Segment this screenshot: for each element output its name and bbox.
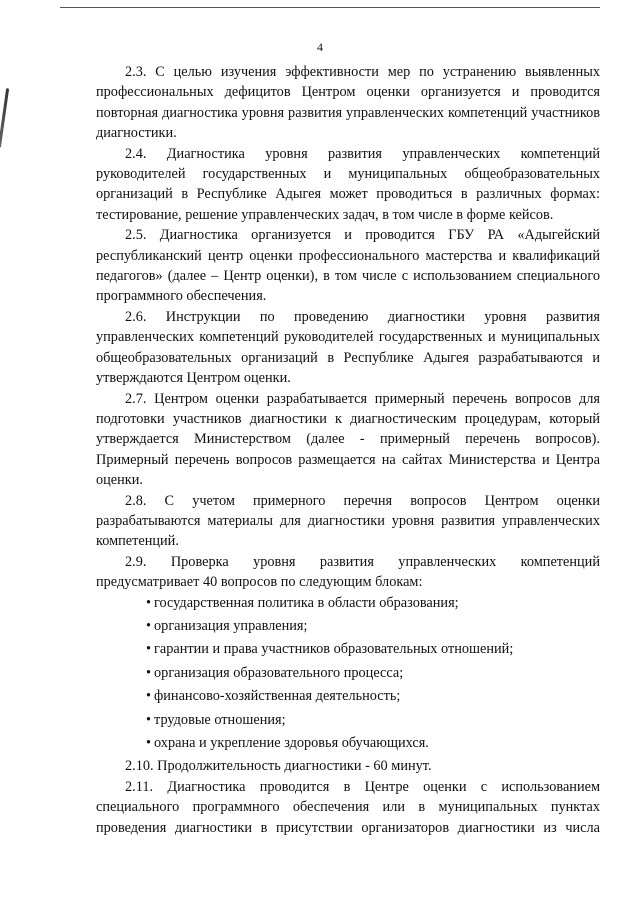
document-body (96, 62, 600, 838)
paragraph-2-9: 2.9. Проверка уровня развития управленческих компетенций предусматривает 40 вопросов по следующим блокам: (96, 553, 600, 591)
blocks-list (96, 593, 600, 754)
paragraph-2-7: 2.7. Центром оценки разрабатывается примерный перечень вопросов для подготовки участников диагностики к диагностическим процедурам, который утверждается Министерством (далее - примерный перечень вопросов). Примерный перечень вопросов размещается на сайтах Министерства и Центра оценки. (96, 390, 600, 489)
list-item: • государственная политика в области образования; (146, 593, 600, 613)
paragraph-2-4: 2.4. Диагностика уровня развития управленческих компетенций руководителей государственных и муниципальных общеобразовательных организаций в Республике Адыгея может проводиться в различных формах: тестирование, решение управленческих задач, в том числе в форме кейсов. (96, 145, 600, 223)
list-item: • трудовые отношения; (146, 710, 600, 730)
paragraph-2-6: 2.6. Инструкции по проведению диагностики уровня развития управленческих компетенций руководителей государственных и муниципальных общеобразовательных организаций в Республике Адыгея разрабатываются и утверждаются Центром оценки. (96, 308, 600, 387)
list-item: • организация управления; (146, 616, 600, 636)
paragraph-2-5: 2.5. Диагностика организуется и проводится ГБУ РА «Адыгейский республиканский центр оценки профессионального мастерства и квалификаций педагогов» (далее – Центр оценки), в том числе с использованием специального программного обеспечения. (96, 227, 600, 305)
paragraph-2-8: 2.8. С учетом примерного перечня вопросов Центром оценки разрабатываются материалы для диагностики уровня развития управленческих компетенций. (96, 492, 600, 550)
top-border-line (60, 7, 600, 8)
page-number: 4 (317, 40, 323, 54)
list-item: • гарантии и права участников образовательных отношений; (146, 639, 600, 659)
scan-margin-mark (0, 88, 9, 148)
paragraph-2-11: 2.11. Диагностика проводится в Центре оценки с использованием специального программного обеспечения или в муниципальных пунктах проведения диагностики в присутствии организаторов диагностики из числа (96, 778, 600, 836)
paragraph-2-10: 2.10. Продолжительность диагностики - 60 минут. (125, 758, 432, 775)
list-item: • охрана и укрепление здоровья обучающихся. (146, 733, 600, 753)
list-item: • финансово-хозяйственная деятельность; (146, 686, 600, 706)
paragraph-2-3: 2.3. С целью изучения эффективности мер по устранению выявленных профессиональных дефицитов Центром оценки организуется и проводится повторная диагностика уровня развития управленческих компетенций участников диагностики. (96, 64, 600, 142)
list-item: • организация образовательного процесса; (146, 663, 600, 683)
